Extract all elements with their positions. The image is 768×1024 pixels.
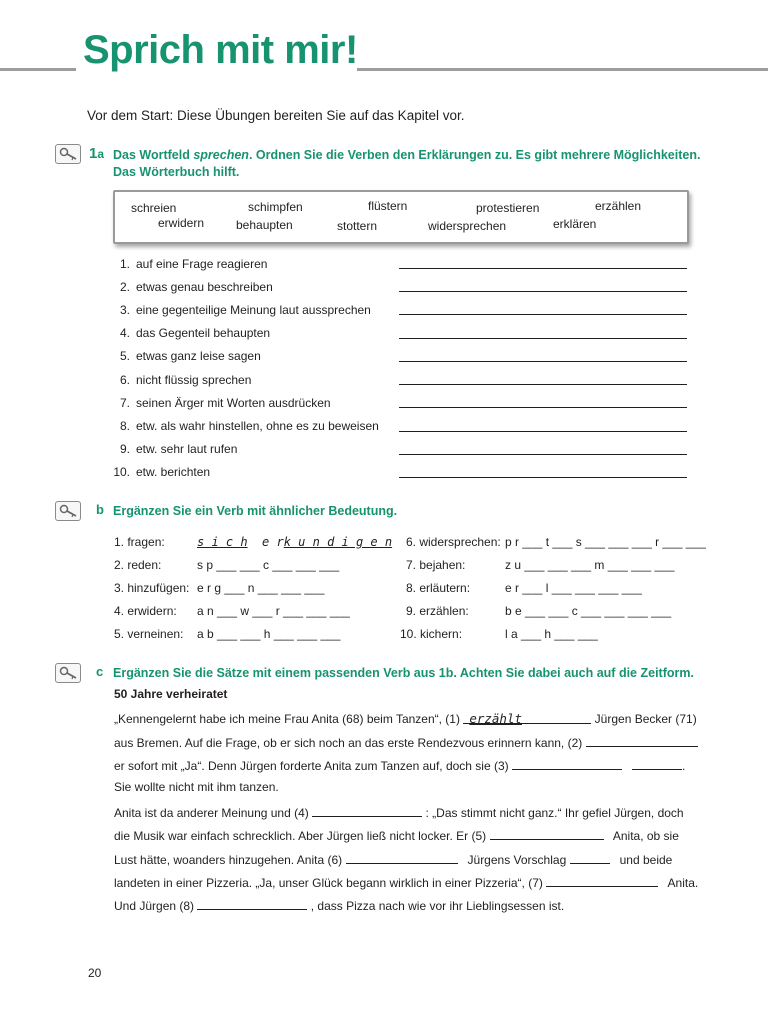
answer-blank[interactable] bbox=[346, 851, 458, 864]
answer-line[interactable] bbox=[399, 431, 687, 432]
answer-line[interactable] bbox=[399, 338, 687, 339]
letter-pattern[interactable]: a n ___ w ___ r ___ ___ ___ bbox=[197, 604, 350, 618]
exercise-1b-item: 1. fragen: bbox=[114, 535, 165, 549]
text-subtitle: 50 Jahre verheiratet bbox=[114, 687, 228, 701]
answer-line[interactable] bbox=[399, 384, 687, 385]
example-answer: s i c h e rk u n d i g e n bbox=[197, 535, 393, 549]
exercise-1a-instruction: Das Wortfeld sprechen. Ordnen Sie die Verben den Erklärungen zu. Es gibt mehrere Möglichkeiten. Das Wörterbuch hilft. bbox=[113, 148, 701, 179]
list-item: 6. nicht flüssig sprechen bbox=[119, 373, 252, 387]
text-line: landeten in einer Pizzeria. „Ja, unser Glück begann wirklich in einer Pizzeria“, (7) Anita. bbox=[114, 876, 699, 890]
letter-pattern[interactable]: p r ___ t ___ s ___ ___ ___ r ___ ___ bbox=[505, 535, 706, 549]
exercise-1b-item: 4. erwidern: bbox=[114, 604, 177, 618]
answer-blank[interactable] bbox=[490, 827, 604, 840]
list-item: 9. etw. sehr laut rufen bbox=[119, 442, 238, 456]
text-line: Lust hätte, woanders hinzugehen. Anita (6) Jürgens Vorschlag und beide bbox=[114, 853, 673, 867]
list-item: 5. etwas ganz leise sagen bbox=[119, 349, 261, 363]
text-line: er sofort mit „Ja“. Denn Jürgen forderte Anita zum Tanzen auf, doch sie (3) . bbox=[114, 759, 686, 773]
page-number: 20 bbox=[88, 966, 102, 980]
word: stottern bbox=[337, 219, 378, 233]
answer-line[interactable] bbox=[399, 454, 687, 455]
word: erzählen bbox=[595, 199, 642, 213]
exercise-1b-item: 10. kichern: bbox=[400, 627, 463, 641]
list-item: 4. das Gegenteil behaupten bbox=[119, 326, 271, 340]
answer-line[interactable] bbox=[399, 291, 687, 292]
letter-pattern[interactable]: z u ___ ___ ___ m ___ ___ ___ bbox=[505, 558, 675, 572]
word: flüstern bbox=[368, 199, 408, 213]
key-icon bbox=[55, 663, 81, 683]
answer-blank[interactable] bbox=[570, 851, 610, 864]
list-item: 2. etwas genau beschreiben bbox=[119, 280, 273, 294]
word: erwidern bbox=[158, 216, 205, 230]
letter-pattern[interactable]: e r g ___ n ___ ___ ___ bbox=[197, 581, 325, 595]
letter-pattern[interactable]: e r ___ l ___ ___ ___ ___ bbox=[505, 581, 642, 595]
exercise-1b-item: 5. verneinen: bbox=[114, 627, 184, 641]
answer-line[interactable] bbox=[399, 477, 687, 478]
text-line: Anita ist da anderer Meinung und (4) : „Das stimmt nicht ganz.“ Ihr gefiel Jürgen, doch bbox=[114, 806, 684, 820]
text-line: die Musik war einfach schrecklich. Aber Jürgen ließ nicht locker. Er (5) Anita, ob sie bbox=[114, 829, 679, 843]
exercise-1b-instruction: Ergänzen Sie ein Verb mit ähnlicher Bedeutung. bbox=[113, 504, 398, 518]
answer-blank[interactable] bbox=[197, 897, 307, 910]
answer-line[interactable] bbox=[399, 407, 687, 408]
word: schimpfen bbox=[248, 200, 303, 214]
list-item: 1. auf eine Frage reagieren bbox=[119, 257, 268, 271]
answer-line[interactable] bbox=[399, 361, 687, 362]
answer-line[interactable] bbox=[399, 314, 687, 315]
letter-pattern[interactable]: l a ___ h ___ ___ bbox=[505, 627, 598, 641]
exercise-1b-item: 9. erzählen: bbox=[406, 604, 469, 618]
intro-text: Vor dem Start: Diese Übungen bereiten Sie auf das Kapitel vor. bbox=[87, 108, 465, 123]
answer-line[interactable] bbox=[399, 268, 687, 269]
answer-blank[interactable] bbox=[546, 874, 658, 887]
list-item: 8. etw. als wahr hinstellen, ohne es zu beweisen bbox=[119, 419, 379, 433]
exercise-number: 1a bbox=[89, 145, 105, 162]
exercise-letter: b bbox=[96, 502, 104, 517]
word: widersprechen bbox=[428, 219, 507, 233]
letter-pattern[interactable]: s p ___ ___ c ___ ___ ___ bbox=[197, 558, 340, 572]
letter-pattern[interactable]: b e ___ ___ c ___ ___ ___ ___ bbox=[505, 604, 672, 618]
answer-blank[interactable] bbox=[586, 734, 698, 747]
list-item: 10. etw. berichten bbox=[113, 465, 211, 479]
page-title: Sprich mit mir! bbox=[83, 28, 358, 72]
exercise-1b-item: 3. hinzufügen: bbox=[114, 581, 190, 595]
exercise-1b-item: 7. bejahen: bbox=[406, 558, 466, 572]
header-rule-right bbox=[357, 68, 768, 71]
header-rule-left bbox=[0, 68, 76, 71]
exercise-1c-instruction: Ergänzen Sie die Sätze mit einem passenden Verb aus 1b. Achten Sie dabei auch auf die Zeitform. bbox=[113, 666, 694, 680]
word-box bbox=[113, 190, 689, 244]
exercise-1b-item: 2. reden: bbox=[114, 558, 162, 572]
exercise-1b-item: 8. erläutern: bbox=[406, 581, 471, 595]
word: erklären bbox=[553, 217, 597, 231]
exercise-1b-item: 6. widersprechen: bbox=[406, 535, 501, 549]
text-line: Und Jürgen (8) , dass Pizza nach wie vor ihr Lieblingsessen ist. bbox=[114, 899, 565, 913]
list-item: 7. seinen Ärger mit Worten ausdrücken bbox=[119, 396, 331, 410]
answer-blank[interactable] bbox=[632, 757, 682, 770]
text-line: aus Bremen. Auf die Frage, ob er sich noch an das erste Rendezvous erinnern kann, (2) bbox=[114, 734, 698, 750]
text-line: Sie wollte nicht mit ihm tanzen. bbox=[114, 780, 279, 794]
key-icon bbox=[55, 501, 81, 521]
word: protestieren bbox=[476, 201, 540, 215]
word: schreien bbox=[131, 201, 177, 215]
letter-pattern[interactable]: a b ___ ___ h ___ ___ ___ bbox=[197, 627, 341, 641]
text-line: „Kennengelernt habe ich meine Frau Anita (68) beim Tanzen“, (1) erzählt Jürgen Becker (71) bbox=[114, 711, 697, 726]
answer-blank[interactable] bbox=[512, 757, 622, 770]
answer-blank[interactable] bbox=[312, 804, 422, 817]
list-item: 3. eine gegenteilige Meinung laut aussprechen bbox=[119, 303, 371, 317]
key-icon bbox=[55, 144, 81, 164]
word: behaupten bbox=[236, 218, 293, 232]
exercise-letter: c bbox=[96, 664, 104, 679]
